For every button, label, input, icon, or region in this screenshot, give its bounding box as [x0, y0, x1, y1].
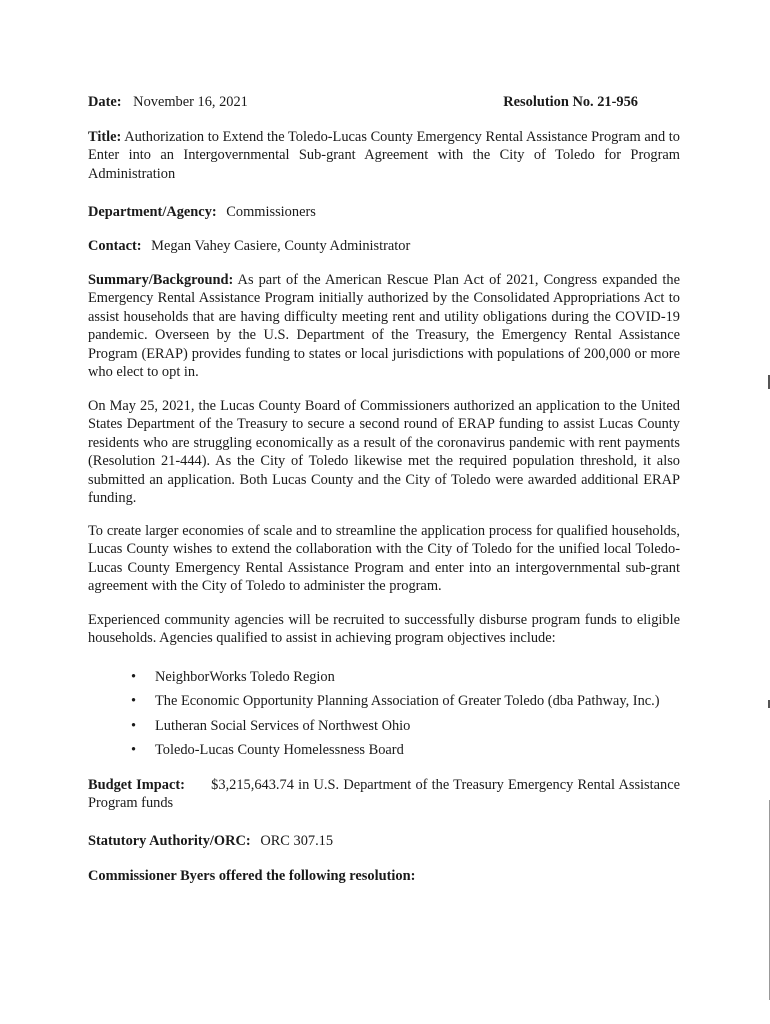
agency-list: [88, 668, 680, 766]
agency-name: NeighborWorks Toledo Region: [155, 669, 335, 685]
agency-name: Toledo-Lucas County Homelessness Board: [155, 742, 404, 759]
budget-section: [88, 776, 680, 813]
title-section: [88, 128, 680, 183]
statutory-label: Statutory Authority/ORC:: [88, 833, 251, 849]
paragraph-round-two: [88, 397, 680, 507]
contact-section: [88, 237, 680, 255]
paragraph-text: Experienced community agencies will be recruited to successfully disburse program funds to eligible households. Agencies qualified to assist in achieving program objectives include:: [88, 612, 680, 647]
budget-text: $3,215,643.74 in U.S. Department of the Treasury Emergency Rental Assistance Program funds: [88, 777, 681, 812]
bullet-icon: •: [131, 693, 137, 710]
closing-statement: Commissioner Byers offered the following resolution:: [88, 868, 416, 884]
department-label: Department/Agency:: [88, 204, 217, 220]
list-item: [88, 668, 680, 686]
bullet-icon: •: [131, 742, 137, 759]
paragraph-text: To create larger economies of scale and to streamline the application process for qualified households, Lucas County wishes to extend the collaboration with the City of Toledo for the unified local Toledo-Lucas County Emergency Rental Assistance Program and enter into an intergovernmental sub-grant agreement with the City of Toledo to administer the program.: [88, 523, 680, 595]
document-page: [88, 0, 680, 1024]
agency-name: The Economic Opportunity Planning Association of Greater Toledo (dba Pathway, Inc.): [155, 693, 660, 710]
title-text: Authorization to Extend the Toledo-Lucas County Emergency Rental Assistance Program and to Enter into an Intergovernmental Sub-grant Agreement with the City of Toledo for Program Administration: [88, 129, 680, 182]
statutory-section: [88, 832, 680, 850]
bullet-icon: •: [131, 717, 137, 734]
contact-label: Contact:: [88, 238, 142, 254]
statutory-value: ORC 307.15: [260, 833, 334, 849]
contact-value: Megan Vahey Casiere, County Administrator: [151, 238, 411, 254]
summary-text: As part of the American Rescue Plan Act of 2021, Congress expanded the Emergency Rental Assistance Program initially authorized by the Consolidated Appropriations Act to assist households that are having difficulty meeting rent and utility obligations during the COVID-19 pandemic. Overseen by the U.S. Department of the Treasury, the Emergency Rental Assistance Program (ERAP) provides funding to states or local jurisdictions with populations of 200,000 or more who elect to opt in.: [88, 272, 680, 381]
paragraph-collaboration: [88, 522, 680, 596]
date-value: November 16, 2021: [133, 94, 248, 110]
budget-label: Budget Impact:: [88, 777, 185, 793]
department-value: Commissioners: [226, 204, 316, 220]
summary-label: Summary/Background:: [88, 272, 234, 288]
bullet-icon: •: [131, 669, 137, 685]
paragraph-agencies: [88, 611, 680, 648]
department-section: [88, 203, 680, 221]
paragraph-text: On May 25, 2021, the Lucas County Board of Commissioners authorized an application to the United States Department of the Treasury to secure a second round of ERAP funding to assist Lucas County residents who are struggling economically as a result of the coronavirus pandemic with rent payments (Resolution 21-444). As the City of Toledo likewise met the required population threshold, it also submitted an application. Both Lucas County and the City of Toledo were awarded additional ERAP funding.: [88, 398, 680, 507]
date-label: Date:: [88, 94, 122, 110]
list-item: [88, 692, 680, 710]
list-item: [88, 741, 680, 759]
agency-name: Lutheran Social Services of Northwest Ohio: [155, 717, 411, 734]
summary-section: [88, 271, 680, 381]
resolution-number: Resolution No. 21-956: [503, 94, 638, 110]
title-label: Title:: [88, 129, 122, 145]
header-row: [88, 93, 680, 113]
list-item: [88, 717, 680, 735]
